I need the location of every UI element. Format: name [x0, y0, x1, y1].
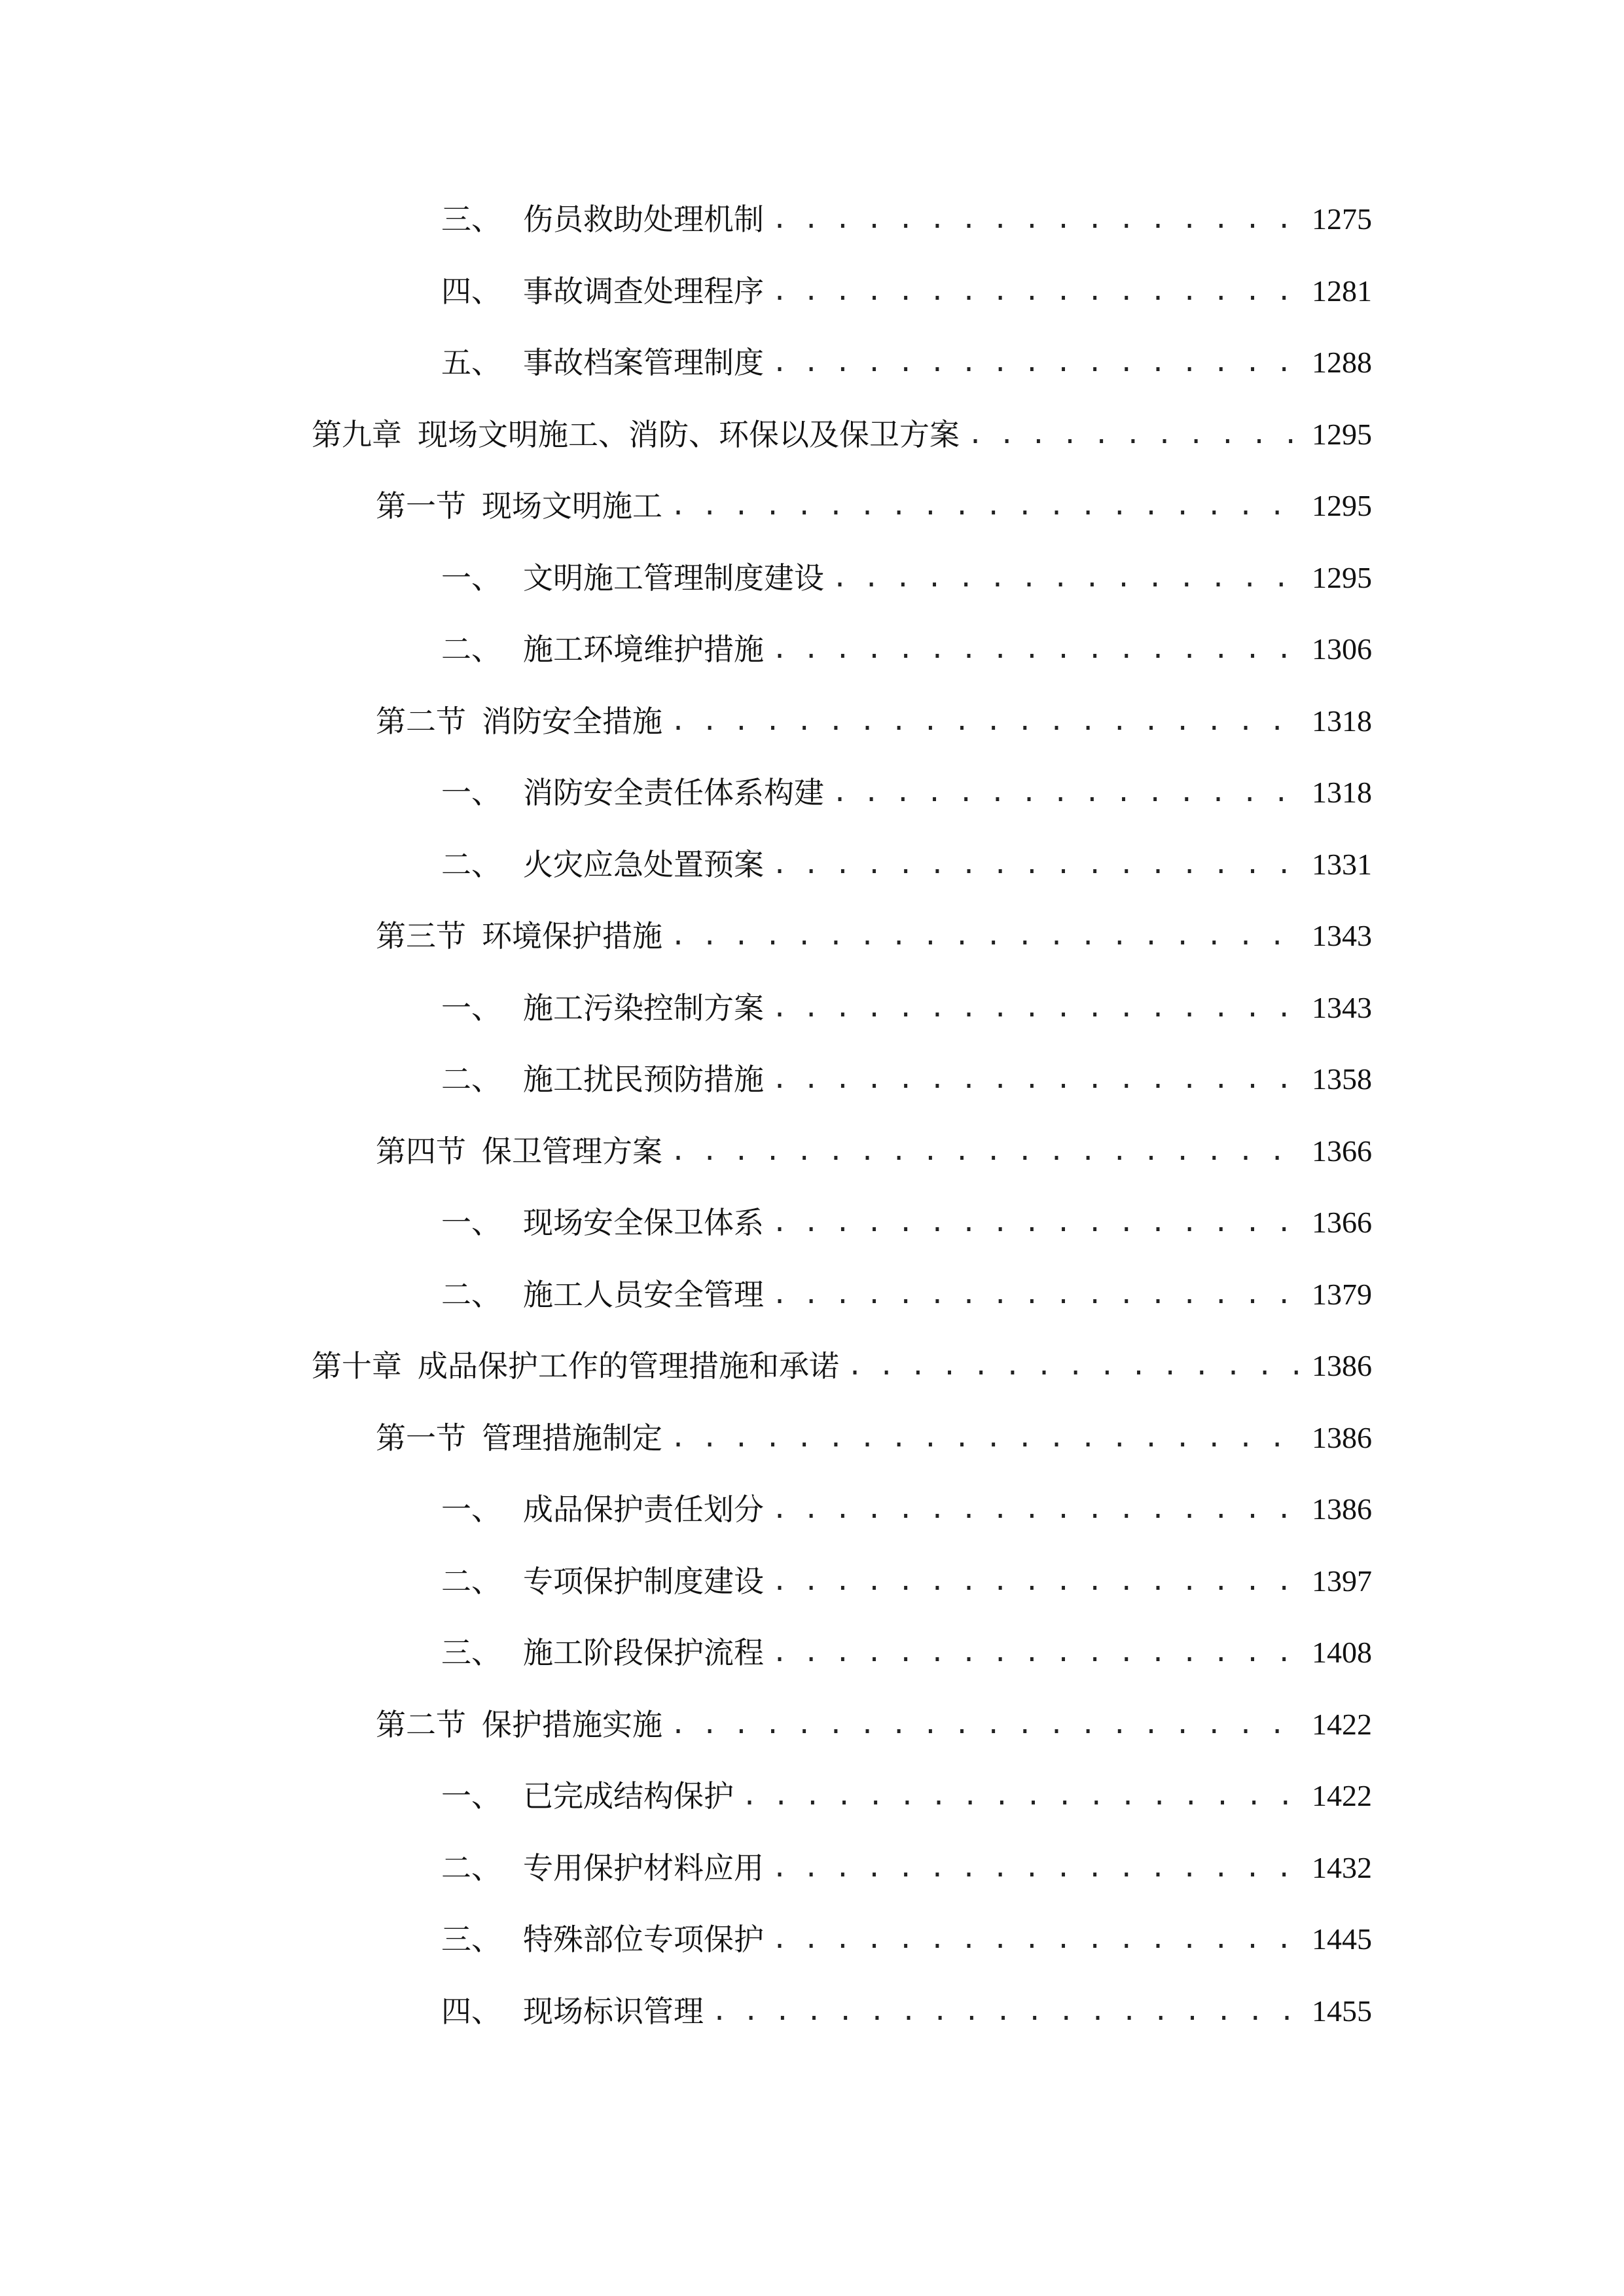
- toc-entry-chapter[interactable]: [312, 408, 1372, 461]
- toc-entry-title: 施工人员安全管理: [523, 1277, 764, 1312]
- toc-page-number: 1295: [1312, 489, 1372, 522]
- toc-dot-leader: [670, 1698, 1303, 1751]
- toc-dot-leader: [772, 1626, 1303, 1679]
- toc-dot-leader: [772, 1483, 1303, 1535]
- toc-entry-title: 施工扰民预防措施: [523, 1062, 764, 1097]
- toc-dot-leader: [772, 1196, 1303, 1249]
- toc-dot-leader: [772, 1053, 1303, 1105]
- toc-entry-title: 消防安全责任体系构建: [523, 775, 824, 810]
- toc-section-number: 第二节: [376, 1707, 466, 1742]
- toc-entry-number: 三、: [441, 202, 501, 237]
- toc-page-number: 1422: [1312, 1708, 1372, 1741]
- toc-page-number: 1366: [1312, 1206, 1372, 1239]
- toc-entry[interactable]: [441, 766, 1372, 819]
- toc-page-number: 1432: [1312, 1851, 1372, 1884]
- toc-entry[interactable]: [441, 265, 1372, 317]
- toc-entry-title: 火灾应急处置预案: [523, 847, 764, 882]
- toc-entry-title: 成品保护工作的管理措施和承诺: [418, 1348, 839, 1384]
- toc-page-number: 1445: [1312, 1922, 1372, 1956]
- toc-dot-leader: [670, 695, 1303, 747]
- toc-entry-title: 现场标识管理: [523, 1994, 704, 2029]
- toc-entry[interactable]: [441, 1268, 1372, 1321]
- toc-entry[interactable]: [441, 838, 1372, 891]
- toc-page-number: 1386: [1312, 1492, 1372, 1526]
- toc-dot-leader: [670, 1125, 1303, 1177]
- toc-entry-title: 特殊部位专项保护: [523, 1922, 764, 1957]
- toc-entry[interactable]: [441, 1913, 1372, 1965]
- toc-entry-section[interactable]: [376, 910, 1372, 962]
- toc-entry[interactable]: [441, 1770, 1372, 1822]
- toc-page-number: 1397: [1312, 1564, 1372, 1598]
- toc-entry[interactable]: [441, 982, 1372, 1034]
- toc-entry[interactable]: [441, 1842, 1372, 1894]
- toc-dot-leader: [772, 1913, 1303, 1965]
- toc-entry-title: 现场安全保卫体系: [523, 1205, 764, 1240]
- toc-entry-number: 一、: [441, 1205, 501, 1240]
- toc-entry-title: 成品保护责任划分: [523, 1492, 764, 1527]
- toc-dot-leader: [712, 1985, 1303, 2037]
- toc-page-number: 1358: [1312, 1062, 1372, 1096]
- toc-entry[interactable]: [441, 552, 1372, 604]
- toc-entry-number: 四、: [441, 1994, 501, 2029]
- toc-entry[interactable]: [441, 1555, 1372, 1607]
- toc-entry[interactable]: [441, 336, 1372, 389]
- toc-page-number: 1275: [1312, 202, 1372, 236]
- toc-entry-section[interactable]: [376, 480, 1372, 532]
- toc-entry-number: 二、: [441, 847, 501, 882]
- toc-entry-title: 管理措施制定: [482, 1420, 662, 1456]
- toc-entry-title: 保卫管理方案: [482, 1134, 662, 1169]
- toc-dot-leader: [670, 480, 1303, 532]
- toc-page-number: 1422: [1312, 1779, 1372, 1812]
- toc-entry-number: 二、: [441, 1564, 501, 1599]
- toc-dot-leader: [670, 1412, 1303, 1464]
- toc-entry-number: 二、: [441, 1850, 501, 1886]
- toc-entry-title: 施工阶段保护流程: [523, 1635, 764, 1670]
- toc-dot-leader: [772, 336, 1303, 389]
- toc-dot-leader: [670, 910, 1303, 962]
- toc-entry-title: 已完成结构保护: [523, 1778, 734, 1814]
- toc-entry-section[interactable]: [376, 1698, 1372, 1751]
- toc-chapter-number: 第九章: [312, 417, 402, 452]
- toc-entry-title: 消防安全措施: [482, 704, 662, 739]
- toc-dot-leader: [832, 552, 1303, 604]
- toc-entry-section[interactable]: [376, 695, 1372, 747]
- toc-page-number: 1455: [1312, 1994, 1372, 2028]
- toc-entry-section[interactable]: [376, 1412, 1372, 1464]
- toc-entry[interactable]: [441, 1626, 1372, 1679]
- toc-page-number: 1281: [1312, 274, 1372, 308]
- toc-page-number: 1386: [1312, 1421, 1372, 1454]
- toc-page-number: 1318: [1312, 776, 1372, 809]
- toc-section-number: 第三节: [376, 918, 466, 954]
- toc-entry[interactable]: [441, 1196, 1372, 1249]
- toc-entry-title: 事故档案管理制度: [523, 345, 764, 380]
- toc-page-number: 1295: [1312, 561, 1372, 594]
- toc-entry-number: 五、: [441, 345, 501, 380]
- toc-entry-number: 二、: [441, 1062, 501, 1097]
- toc-entry-title: 保护措施实施: [482, 1707, 662, 1742]
- toc-entry[interactable]: [441, 1053, 1372, 1105]
- toc-page-number: 1408: [1312, 1636, 1372, 1669]
- toc-entry-title: 现场文明施工、消防、环保以及保卫方案: [418, 417, 960, 452]
- toc-page-number: 1288: [1312, 346, 1372, 379]
- toc-entry-title: 施工环境维护措施: [523, 632, 764, 667]
- toc-entry-title: 专项保护制度建设: [523, 1564, 764, 1599]
- toc-chapter-number: 第十章: [312, 1348, 402, 1384]
- toc-dot-leader: [772, 265, 1303, 317]
- toc-page-number: 1306: [1312, 632, 1372, 666]
- toc-entry-section[interactable]: [376, 1125, 1372, 1177]
- toc-page-number: 1295: [1312, 418, 1372, 451]
- toc-entry-title: 文明施工管理制度建设: [523, 560, 824, 596]
- toc-page-number: 1318: [1312, 704, 1372, 738]
- toc-dot-leader: [772, 1842, 1303, 1894]
- toc-entry-title: 环境保护措施: [482, 918, 662, 954]
- toc-entry-number: 二、: [441, 632, 501, 667]
- toc-entry-number: 一、: [441, 775, 501, 810]
- toc-entry[interactable]: [441, 1483, 1372, 1535]
- toc-dot-leader: [832, 766, 1303, 819]
- toc-entry-title: 事故调查处理程序: [523, 274, 764, 309]
- toc-entry-title: 施工污染控制方案: [523, 990, 764, 1026]
- toc-section-number: 第四节: [376, 1134, 466, 1169]
- toc-dot-leader: [772, 193, 1303, 245]
- toc-entry-number: 一、: [441, 1778, 501, 1814]
- toc-entry-number: 四、: [441, 274, 501, 309]
- toc-entry-number: 三、: [441, 1635, 501, 1670]
- toc-dot-leader: [967, 408, 1303, 461]
- toc-entry-title: 伤员救助处理机制: [523, 202, 764, 237]
- toc-page-number: 1343: [1312, 919, 1372, 952]
- toc-page-number: 1331: [1312, 848, 1372, 881]
- toc-entry-title: 专用保护材料应用: [523, 1850, 764, 1886]
- toc-section-number: 第一节: [376, 488, 466, 524]
- toc-page-number: 1386: [1312, 1349, 1372, 1382]
- toc-page-number: 1379: [1312, 1278, 1372, 1311]
- toc-section-number: 第二节: [376, 704, 466, 739]
- toc-dot-leader: [772, 623, 1303, 675]
- toc-page-number: 1343: [1312, 991, 1372, 1024]
- toc-dot-leader: [847, 1340, 1303, 1392]
- toc-entry[interactable]: [441, 193, 1372, 245]
- toc-entry-number: 一、: [441, 560, 501, 596]
- toc-dot-leader: [772, 1268, 1303, 1321]
- toc-entry-number: 三、: [441, 1922, 501, 1957]
- toc-entry-number: 一、: [441, 1492, 501, 1527]
- toc-dot-leader: [772, 982, 1303, 1034]
- toc-entry[interactable]: [441, 623, 1372, 675]
- toc-dot-leader: [742, 1770, 1303, 1822]
- toc-entry-number: 一、: [441, 990, 501, 1026]
- toc-entry-title: 现场文明施工: [482, 488, 662, 524]
- toc-dot-leader: [772, 1555, 1303, 1607]
- toc-page-number: 1366: [1312, 1134, 1372, 1168]
- toc-dot-leader: [772, 838, 1303, 891]
- toc-section-number: 第一节: [376, 1420, 466, 1456]
- toc-entry-number: 二、: [441, 1277, 501, 1312]
- toc-entry-chapter[interactable]: [312, 1340, 1372, 1392]
- toc-entry[interactable]: [441, 1985, 1372, 2037]
